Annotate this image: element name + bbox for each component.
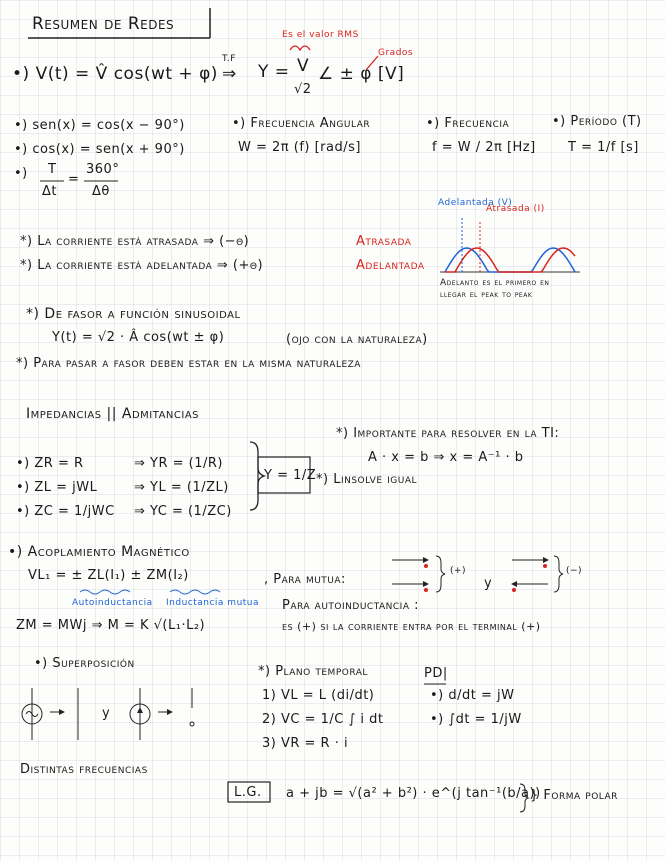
distintas-frecuencias: Distintas frecuencias [20, 762, 148, 777]
plano-item-3: 3) VR = R · i [262, 736, 349, 751]
matrix-eq: A · x = b ⇒ x = A⁻¹ · b [368, 450, 524, 465]
fasor-funcion-title: *) De fasor a función sinusoidal [26, 306, 241, 322]
adelantada-line: *) La corriente está adelantada ⇒ (+θ) [20, 258, 264, 273]
ratio-equals: = [68, 172, 80, 187]
pd-item-2: •) ∫dt = 1/jW [430, 712, 522, 727]
pd-item-1: •) d/dt = jW [430, 688, 515, 703]
mutua-minus: (−) [566, 566, 583, 576]
mutua-y: y [484, 576, 493, 591]
auto-underline [80, 590, 130, 594]
y-general: Y = 1/Z [264, 468, 317, 483]
wave-chart [440, 218, 580, 272]
zr-formula: •) ZR = R [16, 456, 84, 471]
phasor-rhs-v: V [297, 56, 310, 76]
phasor-arrow: ⇒ [222, 64, 237, 84]
impedancias-title: Impedancias || Admitancias [26, 406, 200, 422]
para-pasar: *) Para pasar a fasor deben estar en la misma naturaleza [16, 356, 361, 371]
rms-brace [290, 46, 310, 50]
phasor-rhs-sqrt2: √2 [294, 82, 312, 97]
frec-title: •) Frecuencia [426, 116, 510, 131]
ratio-rhs-num: 360° [86, 162, 120, 177]
zl-formula: •) ZL = jWL [16, 480, 98, 495]
pd-title: PD| [424, 666, 448, 681]
periodo-title: •) Período (T) [552, 114, 642, 129]
periodo-formula: T = 1/f [s] [568, 140, 639, 155]
ratio-prefix: •) [14, 166, 28, 181]
es-positivo: es (+) si la corriente entra por el terminal (+) [282, 620, 541, 633]
cos-identity: •) cos(x) = sen(x + 90°) [14, 142, 185, 157]
polar-formula: a + jb = √(a² + b²) · e^(j tan⁻¹(b/a)) [286, 786, 541, 801]
admittance-brace [250, 442, 264, 510]
phasor-lhs: •) V(t) = V̂ cos(wt + φ) [12, 64, 218, 84]
importante-note: *) Importante para resolver en la TI: [336, 426, 560, 441]
zc-formula: •) ZC = 1/jWC [16, 504, 115, 519]
frec-formula: f = W / 2π [Hz] [432, 140, 536, 155]
yl-formula: ⇒ YL = (1/ZL) [134, 480, 229, 495]
ratio-lhs-den: Δt [42, 184, 57, 199]
superposicion-y: y [102, 706, 111, 721]
atrasada-label: Atrasada [356, 234, 412, 249]
fasor-funcion-note: (ojo con la naturaleza) [286, 332, 428, 347]
wave-label-adelantada: Adelantada (V) [438, 198, 513, 208]
para-mutua: , Para mutua: [264, 572, 346, 587]
label-inductancia-mutua: Inductancia mutua [166, 598, 260, 608]
phasor-y: Y = [258, 62, 290, 82]
acoplamiento-title: •) Acoplamiento Magnético [8, 544, 190, 560]
wave-caption-1: Adelanto es el primero en [440, 278, 550, 288]
phasor-rhs-tail: ∠ ± φ [V] [318, 64, 405, 84]
yc-formula: ⇒ YC = (1/ZC) [134, 504, 232, 519]
red-wave-series [445, 248, 575, 272]
superposicion-title: •) Superposición [34, 656, 135, 671]
mutua-plus: (+) [450, 566, 467, 576]
lg-label: L.G. [234, 785, 262, 800]
wave-caption-2: llegar el peak to peak [440, 290, 533, 300]
page-title: Resumen de Redes [32, 14, 175, 34]
mutua-underline [170, 590, 220, 594]
ratio-lhs-num: T [48, 162, 57, 177]
acoplamiento-formula: VL₁ = ± ZL(I₁) ± ZM(I₂) [28, 568, 189, 583]
wave-label-atrasada: Atrasada (I) [486, 204, 545, 214]
fasor-funcion-formula: Y(t) = √2 · Â cos(wt ± φ) [52, 330, 225, 345]
rms-note: Es el valor RMS [282, 30, 359, 40]
grados-note: Grados [378, 48, 414, 58]
mutua-diagram [392, 556, 563, 592]
para-auto: Para autoinductancia : [282, 598, 419, 613]
sen-identity: •) sen(x) = cos(x − 90°) [14, 118, 185, 133]
forma-polar-label: } Forma polar [530, 788, 618, 803]
atrasada-line: *) La corriente está atrasada ⇒ (−θ) [20, 234, 250, 249]
adelantada-label: Adelantada [356, 258, 425, 273]
plano-item-2: 2) VC = 1/C ∫ i dt [262, 712, 384, 727]
phasor-tf: T.F [222, 54, 236, 64]
plano-item-1: 1) VL = L (di/dt) [262, 688, 375, 703]
frec-ang-formula: W = 2π (f) [rad/s] [238, 140, 361, 155]
label-autoinductancia: Autoinductancia [72, 598, 153, 608]
ratio-rhs-den: Δθ [92, 184, 110, 199]
frec-ang-title: •) Frecuencia Angular [232, 116, 371, 131]
zm-formula: ZM = MWj ⇒ M = K √(L₁·L₂) [16, 618, 206, 633]
yr-formula: ⇒ YR = (1/R) [134, 456, 223, 471]
plano-temporal-title: *) Plano temporal [258, 664, 368, 679]
linsolve-note: *) Linsolve igual [316, 472, 418, 487]
